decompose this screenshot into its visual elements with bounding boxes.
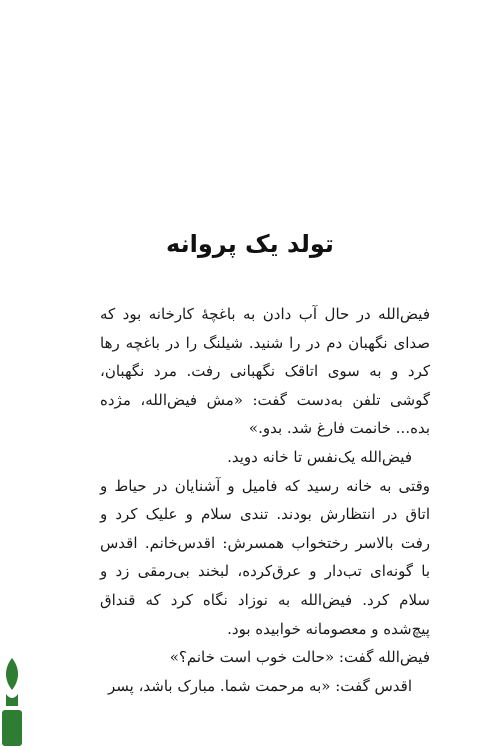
publisher-logo-icon — [0, 650, 24, 750]
paragraph-4: فیض‌الله گفت: «حالت خوب است خانم؟» — [169, 648, 430, 667]
chapter-body — [100, 300, 430, 700]
paragraph-2: فیض‌الله یک‌نفس تا خانه دوید. — [227, 447, 412, 466]
paragraph-5: اقدس گفت: «به مرحمت شما. مبارک باشد، پسر — [107, 676, 412, 695]
chapter-title: تولد یک پروانه — [166, 230, 334, 258]
paragraph-3: وقتی به خانه رسید که فامیل و آشنایان در حیاط و اتاق در انتظارش بودند. تندی سلام و علیک کرد و رفت بالاسر رختخواب همسرش: اقدس‌خانم. اقدس با گونه‌ای تب‌دار و عرق‌کرده، لبخند بی‌رمقی زد و سلام کرد. فیض‌الله به نوزاد نگاه کرد که قنداق پیچ‌شده و معصومانه خوابیده بود. — [100, 476, 430, 638]
paragraph-1: فیض‌الله در حال آب دادن به باغچهٔ کارخانه بود که صدای نگهبان دم در را شنید. شیلنگ را در باغچه رها کرد و به سوی اتاقک نگهبانی رفت. مرد نگهبان، گوشی تلفن به‌دست گفت: «مش فیض‌الله، مژده بده... خانمت فارغ شد. بدو.» — [100, 305, 430, 438]
